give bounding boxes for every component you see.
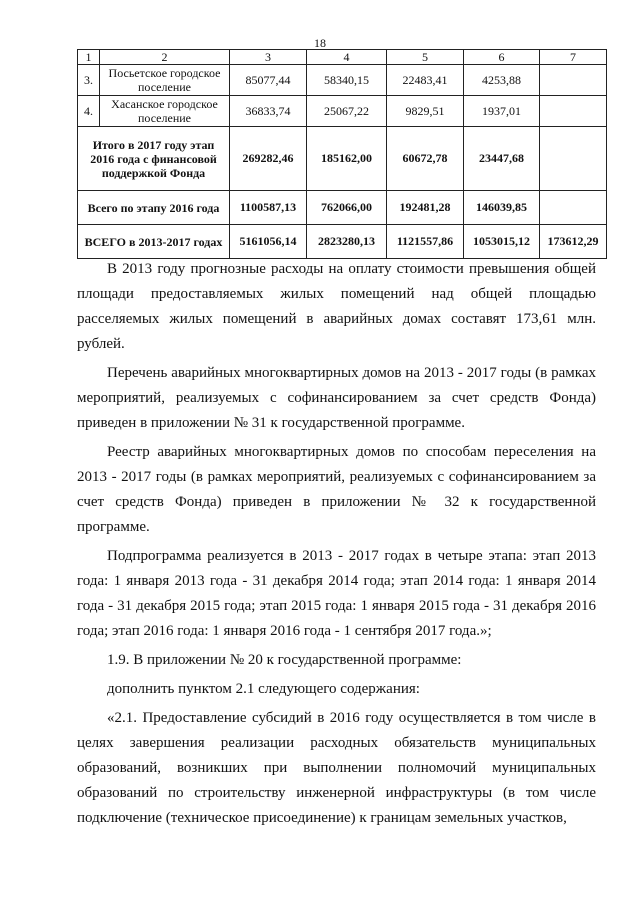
header-cell: 5 [387, 50, 464, 65]
body-text [77, 257, 596, 831]
row-number: 4. [78, 96, 100, 127]
cell-col5: 9829,51 [387, 96, 464, 127]
paragraph: Перечень аварийных многоквартирных домов на 2013 - 2017 годы (в рамках мероприятий, реализуемых с софинансированием за счет средств Фонда) приведен в приложении № 31 к государственной программе. [77, 365, 596, 431]
table-row [78, 96, 607, 127]
total-row [78, 127, 607, 191]
cell-col5: 60672,78 [387, 127, 464, 191]
total-label: Итого в 2017 году этап 2016 года с финансовой поддержкой Фонда [78, 127, 230, 191]
cell-col3: 85077,44 [230, 65, 307, 96]
table-header-row [78, 50, 607, 65]
cell-col7 [540, 96, 607, 127]
header-cell: 2 [100, 50, 230, 65]
grand-total-label: ВСЕГО в 2013-2017 годах [78, 225, 230, 259]
cell-col4: 2823280,13 [307, 225, 387, 259]
row-number: 3. [78, 65, 100, 96]
cell-col3: 36833,74 [230, 96, 307, 127]
paragraph: «2.1. Предоставление субсидий в 2016 году осуществляется в том числе в целях завершения реализации расходных обязательств муниципальных образований, возникших при выполнении полномочий муниципальных образований по строительству инженерной инфраструктуры (в том числе подключение (техническое присоединение) к границам земельных участков, [77, 710, 596, 826]
settlement-name: Хасанское городское поселение [100, 96, 230, 127]
cell-col5: 22483,41 [387, 65, 464, 96]
paragraph: В 2013 году прогнозные расходы на оплату стоимости превышения общей площади предоставляемых жилых помещений над общей площадью расселяемых жилых помещений в аварийных домах составят 173,61 млн. рублей. [77, 261, 596, 352]
cell-col7: 173612,29 [540, 225, 607, 259]
header-cell: 1 [78, 50, 100, 65]
cell-col4: 25067,22 [307, 96, 387, 127]
cell-col6: 23447,68 [464, 127, 540, 191]
cell-col3: 1100587,13 [230, 191, 307, 225]
cell-col7 [540, 65, 607, 96]
settlement-name: Посьетское городское поселение [100, 65, 230, 96]
total-label: Всего по этапу 2016 года [78, 191, 230, 225]
budget-table [77, 49, 607, 259]
paragraph: дополнить пунктом 2.1 следующего содержания: [107, 681, 420, 697]
cell-col6: 1937,01 [464, 96, 540, 127]
header-cell: 7 [540, 50, 607, 65]
grand-total-row [78, 225, 607, 259]
total-row [78, 191, 607, 225]
page-number: 18 [314, 36, 326, 50]
cell-col4: 762066,00 [307, 191, 387, 225]
cell-col5: 1121557,86 [387, 225, 464, 259]
cell-col7 [540, 127, 607, 191]
header-cell: 3 [230, 50, 307, 65]
cell-col3: 269282,46 [230, 127, 307, 191]
paragraph: Реестр аварийных многоквартирных домов по способам переселения на 2013 - 2017 годы (в рамках мероприятий, реализуемых с софинансированием за счет средств Фонда) приведен в приложении № 32 к государственной программе. [77, 444, 596, 535]
cell-col5: 192481,28 [387, 191, 464, 225]
paragraph: 1.9. В приложении № 20 к государственной программе: [107, 652, 462, 668]
cell-col6: 4253,88 [464, 65, 540, 96]
cell-col6: 146039,85 [464, 191, 540, 225]
cell-col6: 1053015,12 [464, 225, 540, 259]
cell-col4: 185162,00 [307, 127, 387, 191]
table-row [78, 65, 607, 96]
header-cell: 4 [307, 50, 387, 65]
cell-col3: 5161056,14 [230, 225, 307, 259]
cell-col4: 58340,15 [307, 65, 387, 96]
header-cell: 6 [464, 50, 540, 65]
cell-col7 [540, 191, 607, 225]
paragraph: Подпрограмма реализуется в 2013 - 2017 годах в четыре этапа: этап 2013 года: 1 января 2013 года - 31 декабря 2014 года; этап 2014 года: 1 января 2014 года - 31 декабря 2015 года; этап 2015 года: 1 января 2015 года - 31 декабря 2016 года; этап 2016 года: 1 января 2016 года - 1 сентября 2017 года.»; [77, 548, 596, 639]
